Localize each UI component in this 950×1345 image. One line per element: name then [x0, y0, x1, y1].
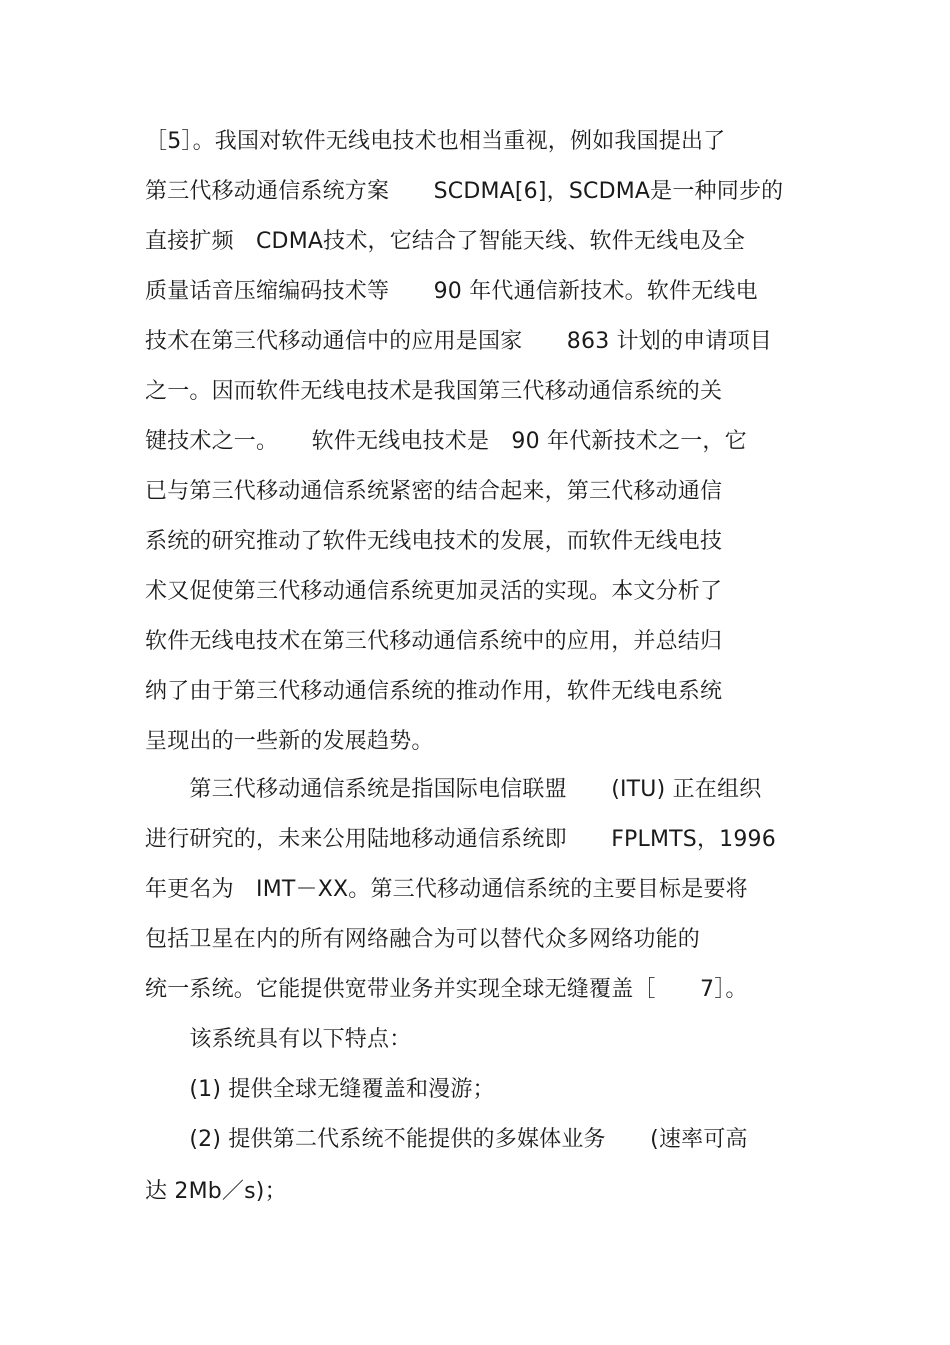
text-line: 系统的研究推动了软件无线电技术的发展，而软件无线电技: [145, 529, 723, 554]
text-line: 年更名为 IMT－XX。第三代移动通信系统的主要目标是要将: [145, 877, 748, 902]
text-line: 第三代移动通信系统方案 SCDMA[6]，SCDMA是一种同步的: [145, 179, 784, 204]
text-line: 术又促使第三代移动通信系统更加灵活的实现。本文分析了: [145, 579, 723, 604]
text-line: 呈现出的一些新的发展趋势。: [145, 729, 434, 754]
text-line: 达 2Mb／s)；: [145, 1179, 287, 1204]
text-line: 之一。因而软件无线电技术是我国第三代移动通信系统的关: [145, 379, 723, 404]
text-line: (2) 提供第二代系统不能提供的多媒体业务 (速率可高: [145, 1127, 748, 1152]
text-line: 直接扩频 CDMA技术，它结合了智能天线、软件无线电及全: [145, 229, 745, 254]
text-line: 软件无线电技术在第三代移动通信系统中的应用，并总结归: [145, 629, 723, 654]
text-line: 包括卫星在内的所有网络融合为可以替代众多网络功能的: [145, 927, 701, 952]
text-line: 纳了由于第三代移动通信系统的推动作用，软件无线电系统: [145, 679, 723, 704]
text-line: ［5］。我国对软件无线电技术也相当重视，例如我国提出了: [145, 129, 726, 154]
text-line: 技术在第三代移动通信中的应用是国家 863 计划的申请项目: [145, 329, 772, 354]
text-line: 已与第三代移动通信系统紧密的结合起来，第三代移动通信: [145, 479, 723, 504]
text-line: (1) 提供全球无缝覆盖和漫游；: [145, 1077, 495, 1102]
text-line: 第三代移动通信系统是指国际电信联盟 (ITU) 正在组织: [145, 777, 762, 802]
text-line: 进行研究的，未来公用陆地移动通信系统即 FPLMTS，1996: [145, 827, 776, 852]
text-line: 该系统具有以下特点：: [145, 1027, 412, 1052]
text-line: 质量话音压缩编码技术等 90 年代通信新技术。软件无线电: [145, 279, 758, 304]
text-line: 统一系统。它能提供宽带业务并实现全球无缝覆盖［ 7］。: [145, 977, 748, 1002]
text-line: 键技术之一。 软件无线电技术是 90 年代新技术之一，它: [145, 429, 747, 454]
